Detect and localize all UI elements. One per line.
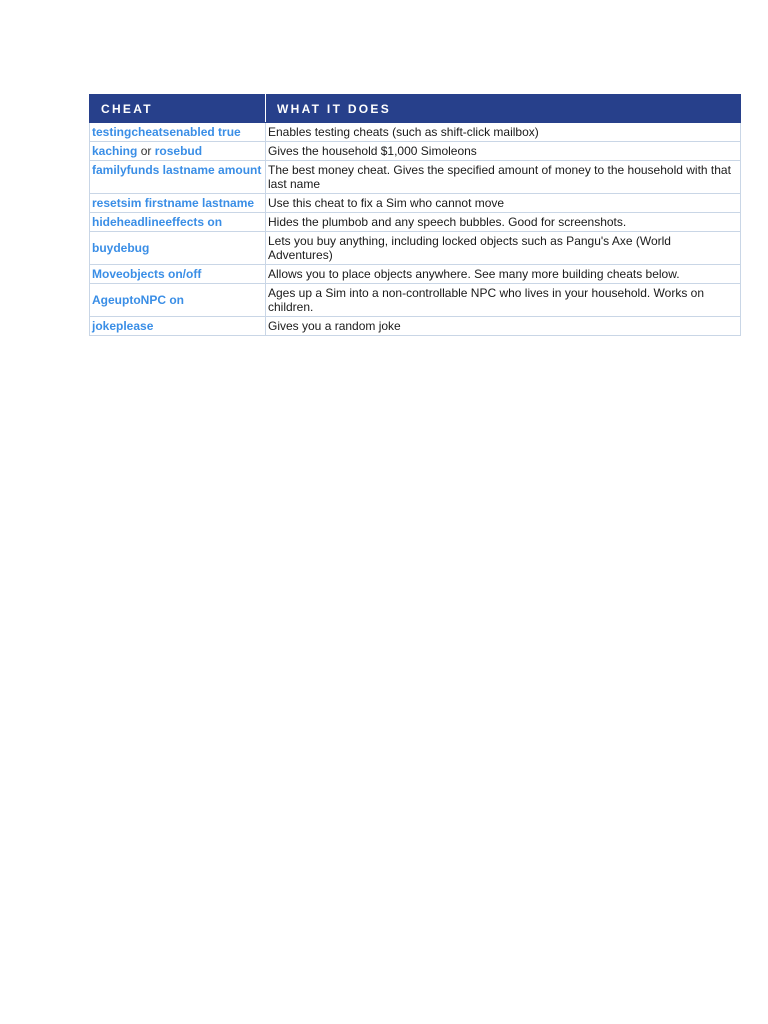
- cheat-code: testingcheatsenabled true: [90, 123, 266, 142]
- cheat-code-kaching: kaching: [92, 144, 138, 158]
- cheat-table: [89, 94, 741, 336]
- cheat-description: Lets you buy anything, including locked objects such as Pangu's Axe (World Adventures): [266, 232, 741, 265]
- table-row: [90, 265, 741, 284]
- table-row: [90, 161, 741, 194]
- table-row: [90, 232, 741, 265]
- cheat-code-rosebud: rosebud: [154, 144, 203, 158]
- cheat-description: Hides the plumbob and any speech bubbles. Good for screenshots.: [266, 213, 741, 232]
- cheat-description: Gives you a random joke: [266, 317, 741, 336]
- table-row: [90, 284, 741, 317]
- table-row: [90, 123, 741, 142]
- cheat-code: [90, 142, 266, 161]
- cheat-code-joiner: or: [140, 144, 152, 158]
- cheat-code: AgeuptoNPC on: [90, 284, 266, 317]
- table-header-row: [90, 95, 741, 123]
- cheat-code: hideheadlineeffects on: [90, 213, 266, 232]
- cheat-description: Allows you to place objects anywhere. See many more building cheats below.: [266, 265, 741, 284]
- cheat-description: Ages up a Sim into a non-controllable NPC who lives in your household. Works on children.: [266, 284, 741, 317]
- column-header-cheat: CHEAT: [90, 95, 266, 123]
- cheat-code: familyfunds lastname amount: [90, 161, 266, 194]
- column-header-what-it-does: WHAT IT DOES: [266, 95, 741, 123]
- cheat-code: Moveobjects on/off: [90, 265, 266, 284]
- cheat-description: Use this cheat to fix a Sim who cannot move: [266, 194, 741, 213]
- cheat-code: jokeplease: [90, 317, 266, 336]
- table-row: [90, 194, 741, 213]
- table-row: [90, 213, 741, 232]
- cheat-description: Gives the household $1,000 Simoleons: [266, 142, 741, 161]
- table-row: [90, 142, 741, 161]
- cheat-code: buydebug: [90, 232, 266, 265]
- cheat-description: The best money cheat. Gives the specified amount of money to the household with that last name: [266, 161, 741, 194]
- table-row: [90, 317, 741, 336]
- cheat-description: Enables testing cheats (such as shift-click mailbox): [266, 123, 741, 142]
- cheat-code: resetsim firstname lastname: [90, 194, 266, 213]
